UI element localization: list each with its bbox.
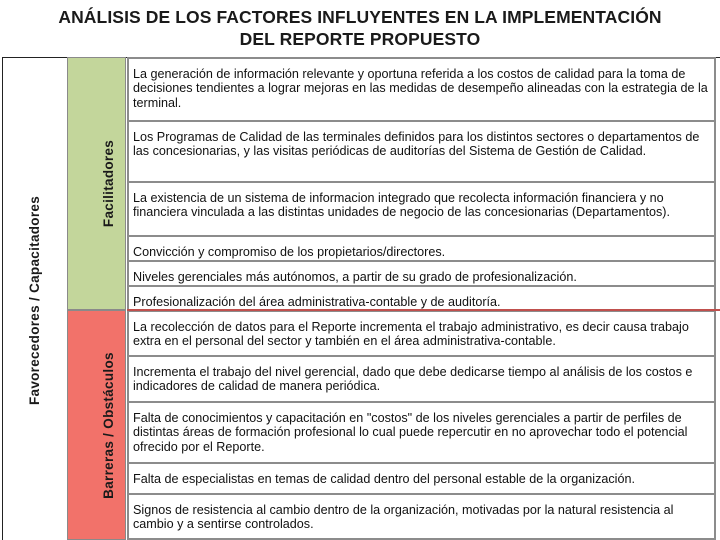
outer-category-label <box>20 60 50 540</box>
outer-category-text: Favorecedores / Capacitadores <box>27 195 43 405</box>
page-title <box>0 6 720 50</box>
section-divider <box>127 309 720 311</box>
row-text: Falta de conocimientos y capacitación en "costos" de los niveles gerenciales a partir de perfiles de distintas áreas de formación profesional lo cual puede repercutir en no aprovechar todo el potencial ofrecido por el Reporte. <box>133 411 688 454</box>
factor-rows <box>127 57 720 540</box>
row-text: Los Programas de Calidad de las terminales definidos para los distintos sectores o departamentos de las concesionarias, y las visitas periódicas de auditorías del Sistema de Gestión de Calidad. <box>133 130 700 159</box>
row-text: Incrementa el trabajo del nivel gerencial, dado que debe dedicarse tiempo al análisis de los costos e indicadores de calidad de manera periódica. <box>133 365 693 394</box>
facilitador-row-1 <box>127 57 716 120</box>
row-text: Convicción y compromiso de los propietarios/directores. <box>133 245 446 259</box>
row-text: La generación de información relevante y oportuna referida a los costos de calidad para la toma de decisiones tendientes a lograr mejoras en las medidas de desempeño alineadas con la estrategia de la terminal. <box>133 67 708 110</box>
facilitador-row-2 <box>127 120 716 181</box>
barrera-row-4 <box>127 462 716 493</box>
row-text: Signos de resistencia al cambio dentro de la organización, motivadas por la natural resistencia al cambio y a sentirse controlados. <box>133 503 674 532</box>
barrera-row-3 <box>127 401 716 462</box>
page-title-line-2: DEL REPORTE PROPUESTO <box>239 29 481 49</box>
facilitadores-band <box>67 57 126 310</box>
barrera-row-5 <box>127 493 716 540</box>
row-text: La recolección de datos para el Reporte incrementa el trabajo administrativo, es decir causa trabajo extra en el personal del sector y también en el área administrativa-contable. <box>133 320 689 349</box>
row-text: Profesionalización del área administrativa-contable y de auditoría. <box>133 295 501 309</box>
row-text: Falta de especialistas en temas de calidad dentro del personal estable de la organización. <box>133 472 635 486</box>
barrera-row-1 <box>127 310 716 355</box>
barreras-band <box>67 310 126 540</box>
row-text: Niveles gerenciales más autónomos, a partir de su grado de profesionalización. <box>133 270 577 284</box>
page-title-line-1: ANÁLISIS DE LOS FACTORES INFLUYENTES EN LA IMPLEMENTACIÓN <box>58 7 662 27</box>
facilitador-row-6 <box>127 285 716 310</box>
facilitadores-label: Facilitadores <box>101 139 116 228</box>
barreras-label: Barreras / Obstáculos <box>101 351 116 499</box>
row-text: La existencia de un sistema de informacion integrado que recolecta información financiera y no financiera vinculada a las distintas unidades de negocio de las concesionarias (Departamentos). <box>133 191 670 220</box>
barrera-row-2 <box>127 355 716 401</box>
facilitador-row-5 <box>127 260 716 285</box>
facilitador-row-4 <box>127 235 716 260</box>
facilitador-row-3 <box>127 181 716 235</box>
